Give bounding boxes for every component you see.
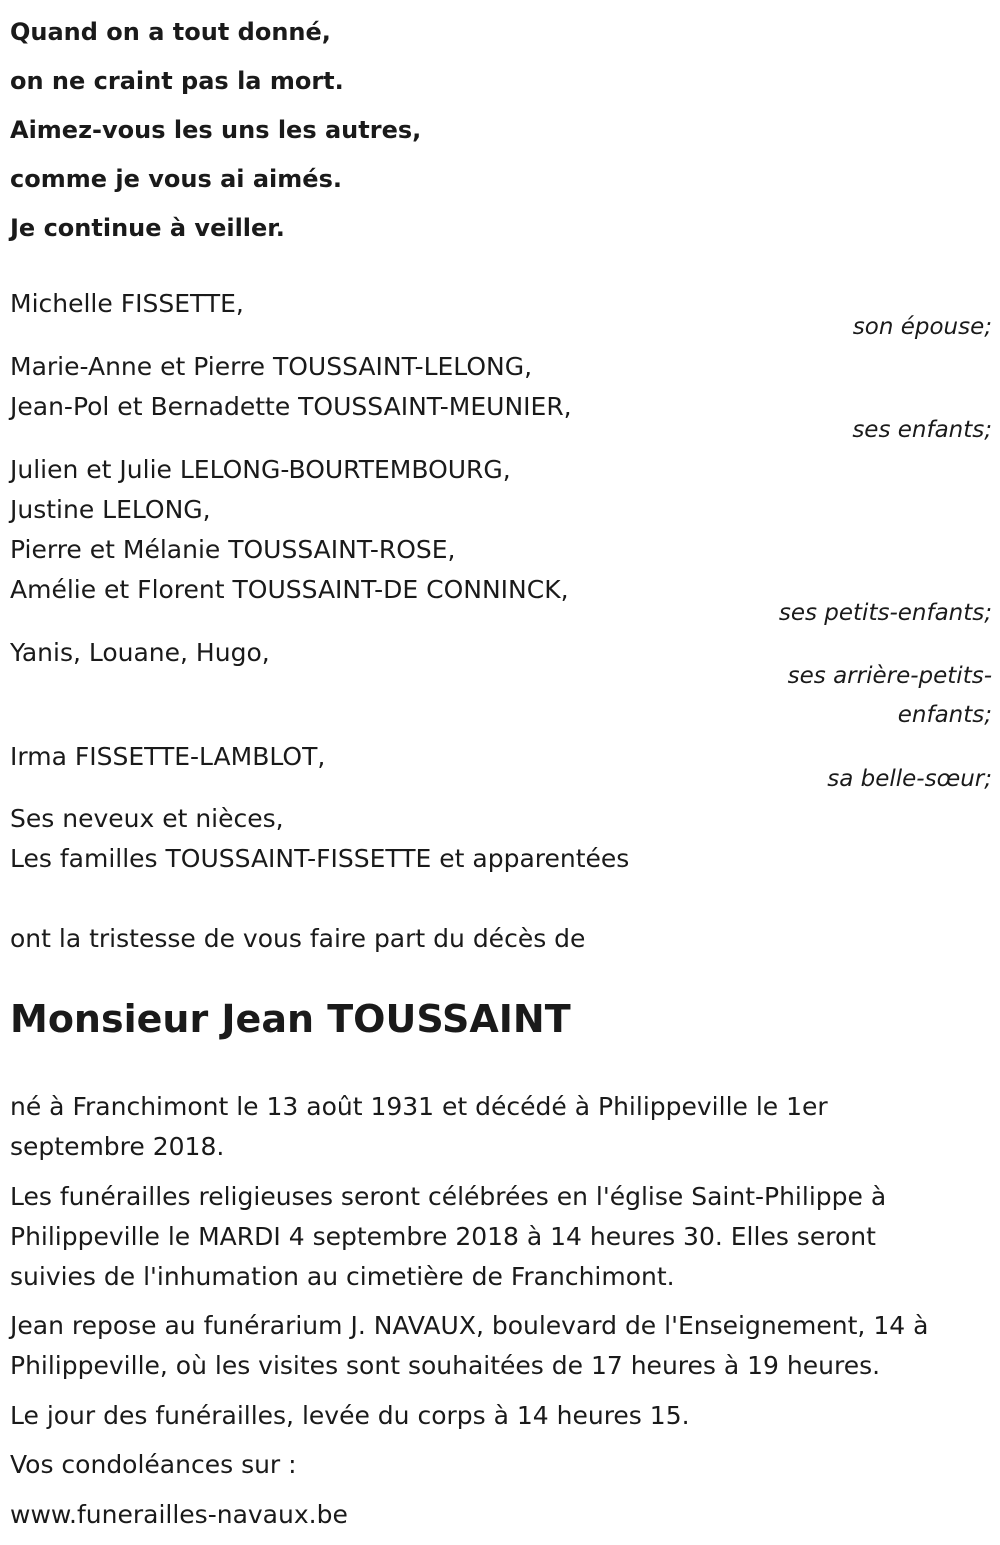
paragraph-line: Vos condoléances sur :	[10, 1450, 297, 1479]
spouse-relation: son épouse;	[852, 314, 992, 340]
family-name-line: Pierre et Mélanie TOUSSAINT-ROSE,	[10, 535, 456, 564]
family-name-line: Amélie et Florent TOUSSAINT-DE CONNINCK,	[10, 575, 569, 604]
website-paragraph	[10, 1495, 992, 1535]
sister-in-law-relation: sa belle-sœur;	[827, 766, 992, 792]
poem-line: Quand on a tout donné,	[10, 18, 331, 46]
relation-line: enfants;	[897, 702, 992, 728]
family-name-line: Yanis, Louane, Hugo,	[10, 638, 270, 667]
paragraph-line: Jean repose au funérarium J. NAVAUX, boulevard de l'Enseignement, 14 à	[10, 1311, 929, 1340]
family-name-line: Marie-Anne et Pierre TOUSSAINT-LELONG,	[10, 352, 533, 381]
funeral-paragraph	[10, 1177, 992, 1297]
paragraph-line: Philippeville, où les visites sont souhaitées de 17 heures à 19 heures.	[10, 1351, 881, 1380]
announcement-text: ont la tristesse de vous faire part du décès de	[10, 924, 586, 953]
spouse-names	[10, 284, 992, 324]
poem-line: comme je vous ai aimés.	[10, 165, 342, 193]
paragraph-line: Le jour des funérailles, levée du corps à 14 heures 15.	[10, 1401, 690, 1430]
family-name-line: Justine LELONG,	[10, 495, 211, 524]
announcement	[10, 919, 992, 959]
family-name-line: Michelle FISSETTE,	[10, 289, 244, 318]
family-name-line: Irma FISSETTE-LAMBLOT,	[10, 742, 326, 771]
paragraph-line: né à Franchimont le 13 août 1931 et décédé à Philippeville le 1er	[10, 1092, 828, 1121]
birth-death-paragraph	[10, 1087, 992, 1167]
children-names	[10, 347, 992, 427]
great-grandchildren-relation	[788, 657, 992, 735]
children-relation: ses enfants;	[852, 417, 992, 443]
other-relatives	[10, 799, 992, 879]
poem	[10, 8, 810, 253]
poem-line: Je continue à veiller.	[10, 214, 285, 242]
family-name-line: Les familles TOUSSAINT-FISSETTE et apparentées	[10, 844, 630, 873]
website-link[interactable]: www.funerailles-navaux.be	[10, 1500, 348, 1529]
levee-paragraph	[10, 1396, 992, 1436]
grandchildren-relation: ses petits-enfants;	[778, 600, 992, 626]
deceased-name: Monsieur Jean TOUSSAINT	[10, 997, 571, 1041]
paragraph-line: suivies de l'inhumation au cimetière de Franchimont.	[10, 1262, 675, 1291]
grandchildren-names	[10, 450, 992, 610]
paragraph-line: septembre 2018.	[10, 1132, 225, 1161]
poem-line: on ne craint pas la mort.	[10, 67, 344, 95]
condolences-paragraph	[10, 1445, 992, 1485]
funerarium-paragraph	[10, 1306, 992, 1386]
relation-line: ses arrière-petits-	[787, 663, 992, 689]
family-name-line: Jean-Pol et Bernadette TOUSSAINT-MEUNIER,	[10, 392, 572, 421]
paragraph-line: Les funérailles religieuses seront célébrées en l'église Saint-Philippe à	[10, 1182, 887, 1211]
paragraph-line: Philippeville le MARDI 4 septembre 2018 à 14 heures 30. Elles seront	[10, 1222, 876, 1251]
family-name-line: Ses neveux et nièces,	[10, 804, 284, 833]
poem-line: Aimez-vous les uns les autres,	[10, 116, 422, 144]
family-name-line: Julien et Julie LELONG-BOURTEMBOURG,	[10, 455, 511, 484]
